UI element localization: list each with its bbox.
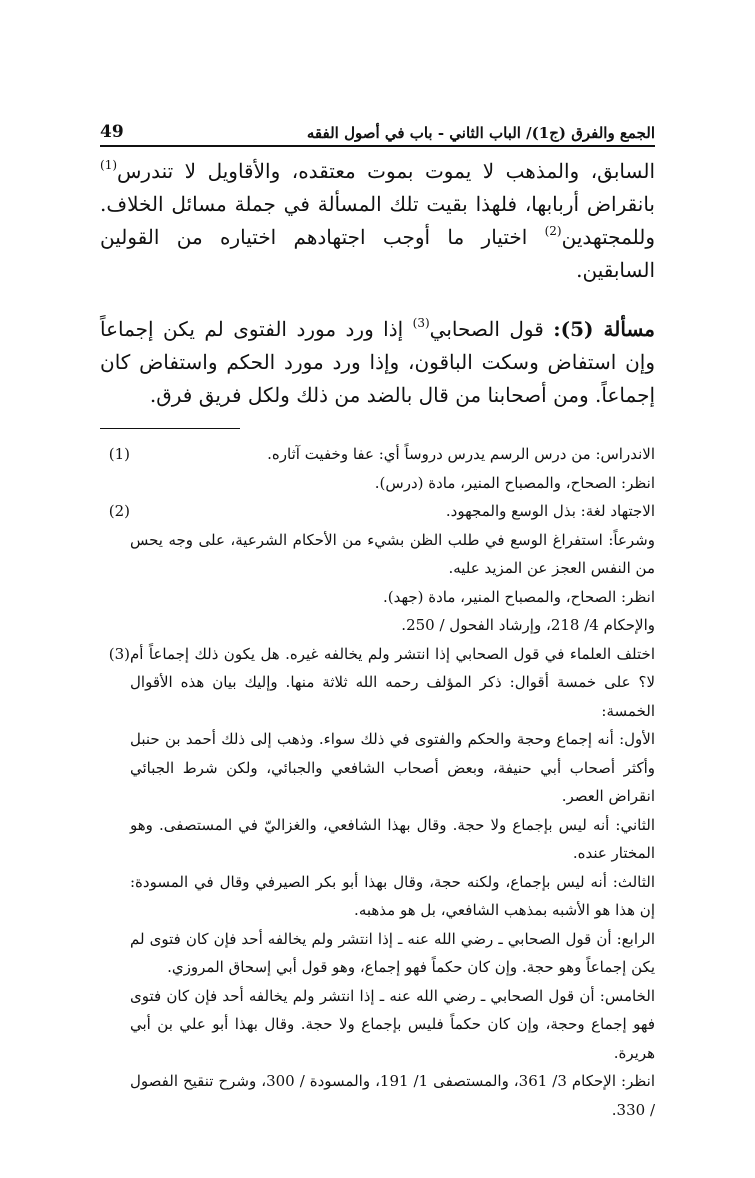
- footnote-line: الأول: أنه إجماع وحجة والحكم والفتوى في ذلك سواء. وذهب إلى ذلك أحمد بن حنبل وأكثر أصحاب أبي حنيفة، وبعض أصحاب الشافعي والجبائي، ولكن شرط الجبائي انقراض العصر.: [130, 730, 655, 805]
- footnote-separator: [100, 428, 240, 429]
- page-header: [100, 116, 655, 142]
- footnote-line: الرابع: أن قول الصحابي ـ رضي الله عنه ـ إذا انتشر ولم يخالفه أحد فإن كان فتوى لم يكن إجماعاً وهو حجة. وإن كان حكماً فهو إجماع، وهو قول أبي إسحاق المروزي.: [130, 929, 655, 976]
- footnote-number: (3): [108, 644, 130, 663]
- footnote-line: والإحكام 4/ 218، وإرشاد الفحول / 250.: [401, 616, 655, 634]
- para1-text-a: السابق، والمذهب لا يموت بموت معتقده، والأقاويل لا تندرس: [117, 159, 655, 183]
- footnote-line: الاجتهاد لغة: بذل الوسع والمجهود.: [445, 502, 655, 520]
- footnote-1: [100, 440, 655, 497]
- footnote-line: انظر: الصحاح، والمصباح المنير، مادة (درس).: [374, 473, 655, 492]
- para2-text-a: قول الصحابي: [429, 317, 554, 341]
- footnote-number: (1): [108, 445, 130, 463]
- footnote-line: انظر: الصحاح، والمصباح المنير، مادة (جهد).: [382, 587, 655, 606]
- para2-text-b: إذا ورد مورد الفتوى لم يكن إجماعاً وإن استفاض وسكت الباقون، وإذا ورد مورد الحكم واستفاض كان إجماعاً. ومن أصحابنا من قال بالضد من ذلك ولكل فريق فرق.: [100, 317, 655, 407]
- footnote-line: الثاني: أنه ليس بإجماع ولا حجة. وقال بهذا الشافعي، والغزاليّ في المستصفى. وهو المختار عنده.: [130, 815, 655, 862]
- footnote-line: وشرعاً: استفراغ الوسع في طلب الظن بشيء من الأحكام الشرعية، على وجه يحس من النفس العجز عن المزيد عليه.: [130, 530, 655, 577]
- footnote-line: اختلف العلماء في قول الصحابي إذا انتشر ولم يخالفه غيره. هل يكون ذلك إجماعاً أم لا؟ على خمسة أقوال: ذكر المؤلف رحمه الله ثلاثة منها. وإليك بيان هذه الأقوال الخمسة:: [130, 644, 655, 720]
- para1-text-b: بانقراض أربابها، فلهذا بقيت تلك المسألة في جملة مسائل الخلاف. وللمجتهدين: [100, 192, 655, 249]
- footnote-ref-2[interactable]: (2): [544, 224, 562, 238]
- running-title: الجمع والفرق (ج1)/ الباب الثاني - باب في أصول الفقه: [306, 124, 655, 142]
- main-text: [100, 155, 655, 412]
- masala-title: مسألة (5):: [553, 317, 655, 341]
- footnote-2: [100, 497, 655, 640]
- footnote-3: [100, 640, 655, 1125]
- footnotes: [100, 440, 655, 1124]
- footnote-ref-1[interactable]: (1): [100, 158, 118, 172]
- book-page: [100, 0, 655, 1178]
- footnote-ref-3[interactable]: (3): [412, 316, 430, 330]
- paragraph-masala-5: [100, 313, 655, 412]
- para1-text-c: اختيار ما أوجب اجتهادهم اختياره من القولين السابقين.: [100, 225, 655, 282]
- footnote-line: الخامس: أن قول الصحابي ـ رضي الله عنه ـ إذا انتشر ولم يخالفه أحد فإن كان فتوى فهو إجماع وحجة، وإن كان حكماً فليس بإجماع ولا حجة. وقال بهذا أبو علي بن أبي هريرة.: [130, 986, 655, 1062]
- footnote-line: الاندراس: من درس الرسم يدرس دروساً أي: عفا وخفيت آثاره.: [267, 445, 655, 463]
- footnote-number: (2): [108, 502, 130, 520]
- footnote-line: انظر: الإحكام 3/ 361، والمستصفى 1/ 191، والمسودة / 300، وشرح تنقيح الفصول / 330.: [130, 1072, 655, 1119]
- page-number: 49: [100, 122, 124, 142]
- header-rule: [100, 145, 655, 147]
- paragraph-continuation: [100, 155, 655, 287]
- footnote-line: الثالث: أنه ليس بإجماع، ولكنه حجة، وقال بهذا أبو بكر الصيرفي وقال في المسودة: إن هذا هو الأشبه بمذهب الشافعي، بل هو مذهبه.: [130, 872, 655, 919]
